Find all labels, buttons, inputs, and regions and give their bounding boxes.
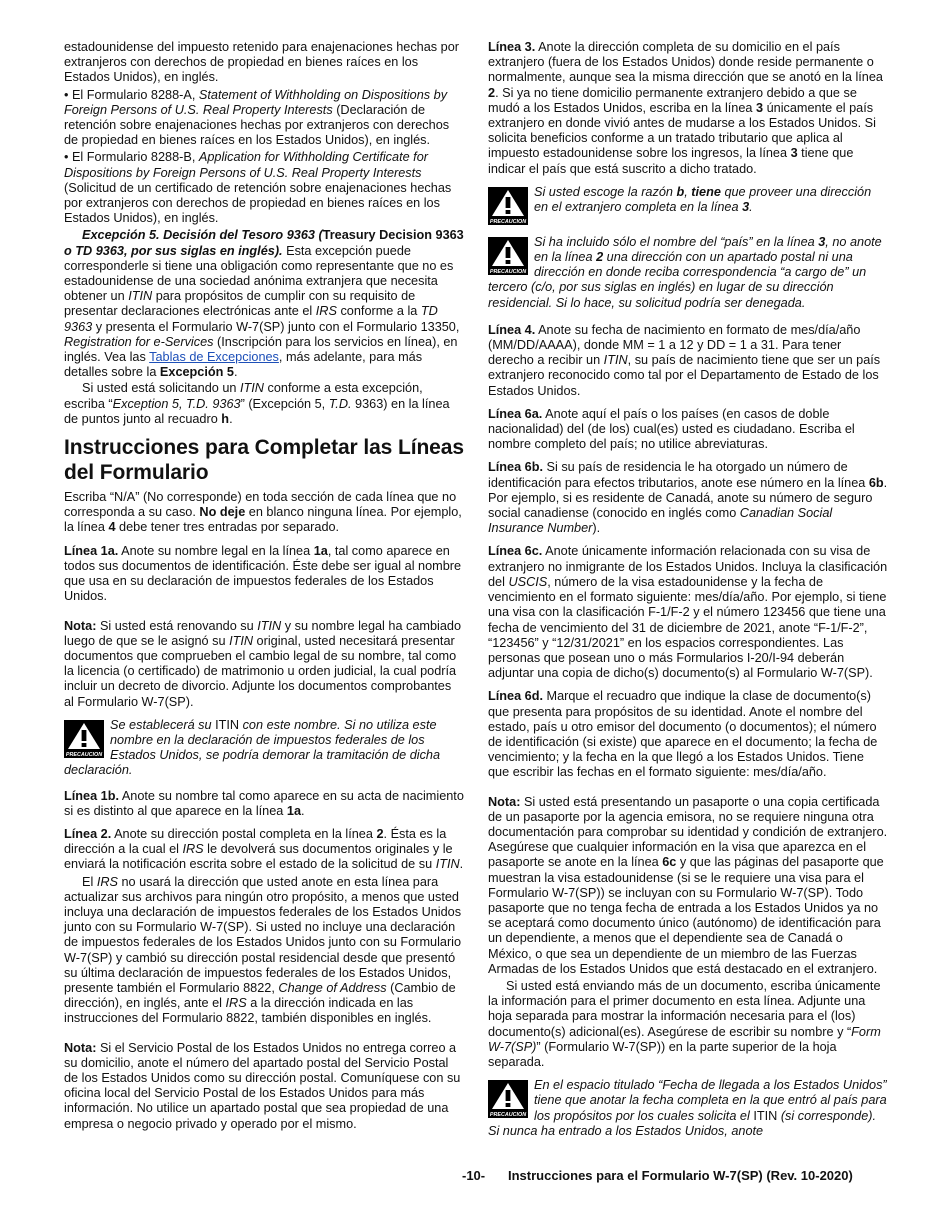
note-postal: Nota: Si el Servicio Postal de los Estados Unidos no entrega correo a su domicilio, anote el número del apartado postal del Servicio Postal de los Estados Unidos como su dirección postal. Comuníquese con su oficina local del Servicio Postal de los Estados Unidos para más información. No utilice un apartado postal que sea propiedad de una empresa o negocio privado y operado por el mismo. [64, 1040, 461, 1131]
exception-tables-link[interactable]: Tablas de Excepciones [149, 350, 279, 365]
caution-reason-b: PRECAUCION Si usted escoge la razón b, tiene que proveer una dirección en el extranjero completa en la línea 3. [489, 184, 872, 225]
caution-name: PRECAUCION Se establecerá su ITIN con este nombre. Si no utiliza este nombre en la declaración de impuestos federales de los Estados Unidos, se podría demorar la tramitación de dicha declaración. [64, 717, 441, 778]
caution-icon [488, 187, 528, 225]
line-6c-paragraph: Línea 6c. Anote únicamente información relacionada con su visa de extranjero no inmigrante de los Estados Unidos. Incluya la clasificación del USCIS, número de la visa estadounidense y la fecha de vencimiento en el formato siguiente: mes/día/año. Por ejemplo, si tiene una visa con la clasificación F-1/F-2 y el número 123456 que tiene una fecha de vencimiento del 31 de diciembre de 2021, anote “F-1/F-2”, “123456” y “12/31/2021” en los espacios correspondientes. Las personas que posean uno o más Formularios I-20/I-94 deberán adjuntar una copia de dicho(s) documento(s) al Formulario W-7(SP). [488, 544, 888, 681]
right-column [488, 40, 888, 1149]
note-renewal: Nota: Si usted está renovando su ITIN y su nombre legal ha cambiado luego de que se le asignó su ITIN original, usted necesitará presentar documentos que comprueben el cambio legal de su nombre, tal como la licencia (o certificado) de matrimonio u orden judicial, la cual podría incluir un decreto de divorcio. Adjunte los documentos comprobantes al Formulario W-7(SP). [64, 618, 462, 709]
svg-text:PRECAUCION: PRECAUCION [489, 1112, 527, 1119]
line-6a-paragraph: Línea 6a. Anote aquí el país o los países (en casos de doble nacionalidad) del (de los) cual(es) usted es ciudadano. Escriba el nombre completo del país; no utilice abreviaturas. [488, 406, 855, 452]
paragraph-continuation: estadounidense del impuesto retenido para enajenaciones hechas por extranjeros con derechos de propiedad en bienes raíces en los Estados Unidos), en inglés. [64, 40, 460, 85]
page-number: -10- [462, 1168, 486, 1183]
svg-text:PRECAUCION: PRECAUCION [65, 751, 103, 758]
svg-text:PRECAUCION: PRECAUCION [489, 268, 527, 275]
na-instructions: Escriba “N/A” (No corresponde) en toda sección de cada línea que no corresponda a su caso. No deje en blanco ninguna línea. Por ejemplo, la línea 4 debe tener tres entradas por separado. [64, 490, 462, 535]
line-6b-paragraph: Línea 6b. Si su país de residencia le ha otorgado un número de identificación para efectos tributarios, anote ese número en la línea 6b. Por ejemplo, si es residente de Canadá, anote su número de seguro social canadiense (conocido en inglés como Canadian Social Insurance Number). [488, 460, 888, 536]
footer-title: Instrucciones para el Formulario W-7(SP) (Rev. 10-2020) [508, 1168, 853, 1183]
note-passport: Nota: Si usted está presentando un pasaporte o una copia certificada de un pasaporte por la agencia emisora, no se requiere ninguna otra documentación para comprobar su identidad y condición de extranjero. Asegúrese que cualquier información en la visa que aparezca en el pasaporte se anote en la línea 6c y que las páginas del pasaporte que muestran la visa estadounidense (si se le requiere una visa para el Formulario W-7(SP)) se incluyan con su Formulario W-7(SP). Todo pasaporte que no tenga fecha de entrada a los Estados Unidos ya no se aceptará como documento único (autónomo) de identificación para un dependiente, a menos que el dependiente sea de Canadá o México, o que sea un dependiente de un miembro de las Fuerzas Armadas de los Estados Unidos que está destacado en el extranjero. [488, 794, 888, 976]
caution-icon [488, 237, 528, 275]
line-3-paragraph: Línea 3. Anote la dirección completa de su domicilio en el país extranjero (fuera de los Estados Unidos) donde reside permanente o normalmente, aunque sea la misma dirección que se anotó en la línea 2. Si ya no tiene domicilio permanente extranjero debido a que se mudó a los Estados Unidos, escriba en la línea 3 únicamente el país extranjero en donde vivió antes de mudarse a los Estados Unidos. Si solicita beneficios conforme a un tratado tributario que aplica al impuesto estadounidense sobre los ingresos, la línea 3 tiene que indicar el país que está suscrito a dicho tratado. [488, 40, 883, 176]
multiple-documents-paragraph: Si usted está enviando más de un documento, escriba únicamente la información para el primer documento en esta línea. Adjunte una hoja separada para mostrar la información necesaria para el (los) documento(s) adicional(es). Asegúrese de escribir su nombre y “Form W-7(SP)” (Formulario W-7(SP)) en la parte superior de la hoja separada. [488, 978, 881, 1069]
line-6d-paragraph: Línea 6d. Marque el recuadro que indique la clase de documento(s) que presenta para propósitos de su identidad. Anote el nombre del estado, país u otro emisor del documento (o documentos); el número de identificación (si existe) que aparece en el documento; la fecha de vencimiento; y la fecha en la que llegó a los Estados Unidos. Tiene que escribir las fechas en el formato siguiente: mes/día/año. [488, 689, 878, 780]
line-1b-paragraph: Línea 1b. Anote su nombre tal como aparece en su acta de nacimiento si es distinto al que aparece en la línea 1a. [64, 788, 464, 818]
caution-icon [64, 720, 104, 758]
bullet-8288b: • El Formulario 8288-B, Application for Withholding Certificate for Dispositions by Foreign Persons of U.S. Real Property Interests (Solicitud de un certificado de retención sobre enajenaciones hechas por extranjeros con derechos de propiedad en bienes raíces en los Estados Unidos), en inglés. [64, 150, 452, 226]
line-2-paragraph: Línea 2. Anote su dirección postal completa en la línea 2. Ésta es la dirección a la cual el IRS le devolverá sus documentos originales y le enviará la notificación escrita sobre el estado de la solicitud de su ITIN. [64, 826, 464, 872]
page-footer [0, 1168, 950, 1188]
exception-5-paragraph: Excepción 5. Decisión del Tesoro 9363 (Treasury Decision 9363 o TD 9363, por sus siglas en inglés). Esta excepción puede corresponderle si tiene una obligación como representante que no es estadounidense de una sociedad anónima extranjera que necesita obtener un ITIN para propósitos de cumplir con su requisito de presentar declaraciones electrónicas ante el IRS conforme a la TD 9363 y presenta el Formulario W-7(SP) junto con el Formulario 13350, Registration for e-Services (Inscripción para los servicios en línea), en inglés. Vea las Tablas de Excepciones, más adelante, para más detalles sobre la Excepción 5. [64, 228, 464, 380]
left-column [64, 40, 464, 1140]
caution-arrival-date: PRECAUCION En el espacio titulado “Fecha de llegada a los Estados Unidos” tiene que anotar la fecha completa en la que entró al país para los propósitos por los cuales solicita el ITIN (si corresponde). Si nunca ha entrado a los Estados Unidos, anote [488, 1078, 887, 1138]
line-1a-paragraph: Línea 1a. Anote su nombre legal en la línea 1a, tal como aparece en todos sus documentos de identificación. Éste debe ser igual al nombre que usa en su declaración de impuestos federales de los Estados Unidos. [64, 543, 462, 604]
exception-5-instructions: Si usted está solicitando un ITIN conforme a esta excepción, escriba “Exception 5, T.D. 9363” (Excepción 5, T.D. 9363) en la línea de puntos junto al recuadro h. [64, 381, 450, 426]
line-4-paragraph: Línea 4. Anote su fecha de nacimiento en formato de mes/día/año (MM/DD/AAAA), donde MM = 1 a 12 y DD = 1 a 31. Para tener derecho a recibir un ITIN, su país de nacimiento tiene que ser un país extranjero reconocido como tal por el Departamento de Estado de los Estados Unidos. [488, 322, 881, 398]
svg-text:PRECAUCION: PRECAUCION [489, 218, 527, 225]
line-2-address-paragraph: El IRS no usará la dirección que usted anote en esta línea para actualizar sus archivos para ningún otro propósito, a menos que usted incluya una declaración de impuestos federales de los Estados Unidos junto con su Formulario W-7(SP). Si usted no incluye una declaración de impuestos federales de los Estados Unidos junto con su Formulario W-7(SP) y cambió su dirección postal residencial desde que presentó su última declaración de impuestos federales de los Estados Unidos, presente también el Formulario 8822, Change of Address (Cambio de dirección), en inglés, ante el IRS a la dirección indicada en las instrucciones del Formulario 8822, también disponibles en inglés. [64, 874, 462, 1026]
section-heading: Instrucciones para Completar las Líneas del Formulario [64, 436, 464, 485]
caution-country-only: PRECAUCION Si ha incluido sólo el nombre del “país” en la línea 3, no anote en la línea 2 una dirección con un apartado postal ni una dirección en donde reciba correspondencia “a cargo de” un tercero (c/o, por sus siglas en inglés) en lugar de su dirección residencial. Si lo hace, su solicitud podría ser denegada. [488, 234, 882, 310]
bullet-8288a: • El Formulario 8288-A, Statement of Withholding on Dispositions by Foreign Persons of U.S. Real Property Interests (Declaración de retención sobre enajenaciones hechas por extranjeros con derechos de propiedad en bienes raíces en los Estados Unidos), en inglés. [64, 87, 450, 148]
caution-icon [488, 1080, 528, 1118]
